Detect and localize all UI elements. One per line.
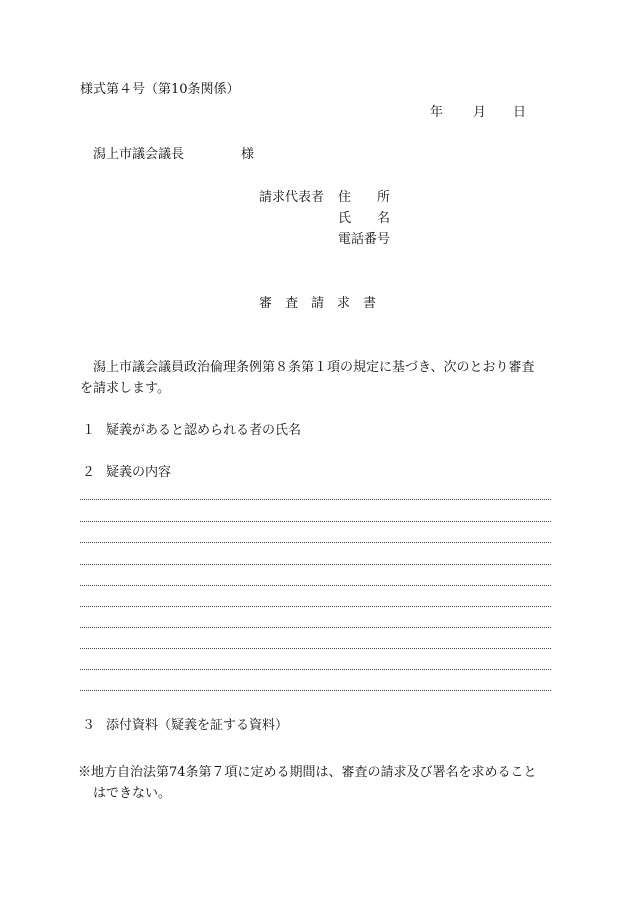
writing-line	[80, 669, 551, 670]
title-char: 書	[363, 296, 377, 311]
title-char: 求	[337, 296, 351, 311]
body-text-line-1: 潟上市議会議員政治倫理条例第８条第１項の規定に基づき、次のとおり審査	[93, 360, 535, 375]
requester-title: 請求代表者	[259, 190, 325, 205]
body-text-line-2: を請求します。	[80, 381, 170, 396]
title-char: 請	[311, 296, 325, 311]
section-3-number: ３	[82, 718, 96, 733]
section-2-number: ２	[82, 465, 96, 480]
writing-line	[80, 585, 551, 586]
title-char: 審	[259, 296, 273, 311]
title-char: 査	[285, 296, 299, 311]
writing-line	[80, 648, 551, 649]
writing-line	[80, 564, 551, 565]
writing-line	[80, 627, 551, 628]
note-line-1: ※地方自治法第74条第７項に定める期間は、審査の請求及び署名を求めること	[78, 765, 537, 780]
date-day-label: 日	[513, 105, 527, 120]
writing-line	[80, 690, 551, 691]
section-3-label: 添付資料（疑義を証する資料）	[106, 718, 289, 733]
note-line-2: はできない。	[93, 786, 172, 801]
section-2-label: 疑義の内容	[106, 465, 172, 480]
writing-line	[80, 606, 551, 607]
name-label-2: 名	[377, 211, 391, 226]
phone-label: 電話番号	[338, 232, 391, 247]
form-number-label: 様式第４号（第10条関係）	[80, 82, 240, 97]
name-label-1: 氏	[338, 211, 352, 226]
writing-line	[80, 542, 551, 543]
section-1-label: 疑義があると認められる者の氏名	[106, 423, 302, 438]
address-label-2: 所	[377, 190, 391, 205]
writing-line	[80, 499, 551, 500]
addressee-honorific: 様	[241, 147, 255, 162]
date-year-label: 年	[430, 105, 444, 120]
address-label-1: 住	[338, 190, 352, 205]
section-1-number: １	[82, 423, 96, 438]
writing-line	[80, 521, 551, 522]
addressee-name: 潟上市議会議長	[93, 147, 185, 162]
date-month-label: 月	[473, 105, 487, 120]
